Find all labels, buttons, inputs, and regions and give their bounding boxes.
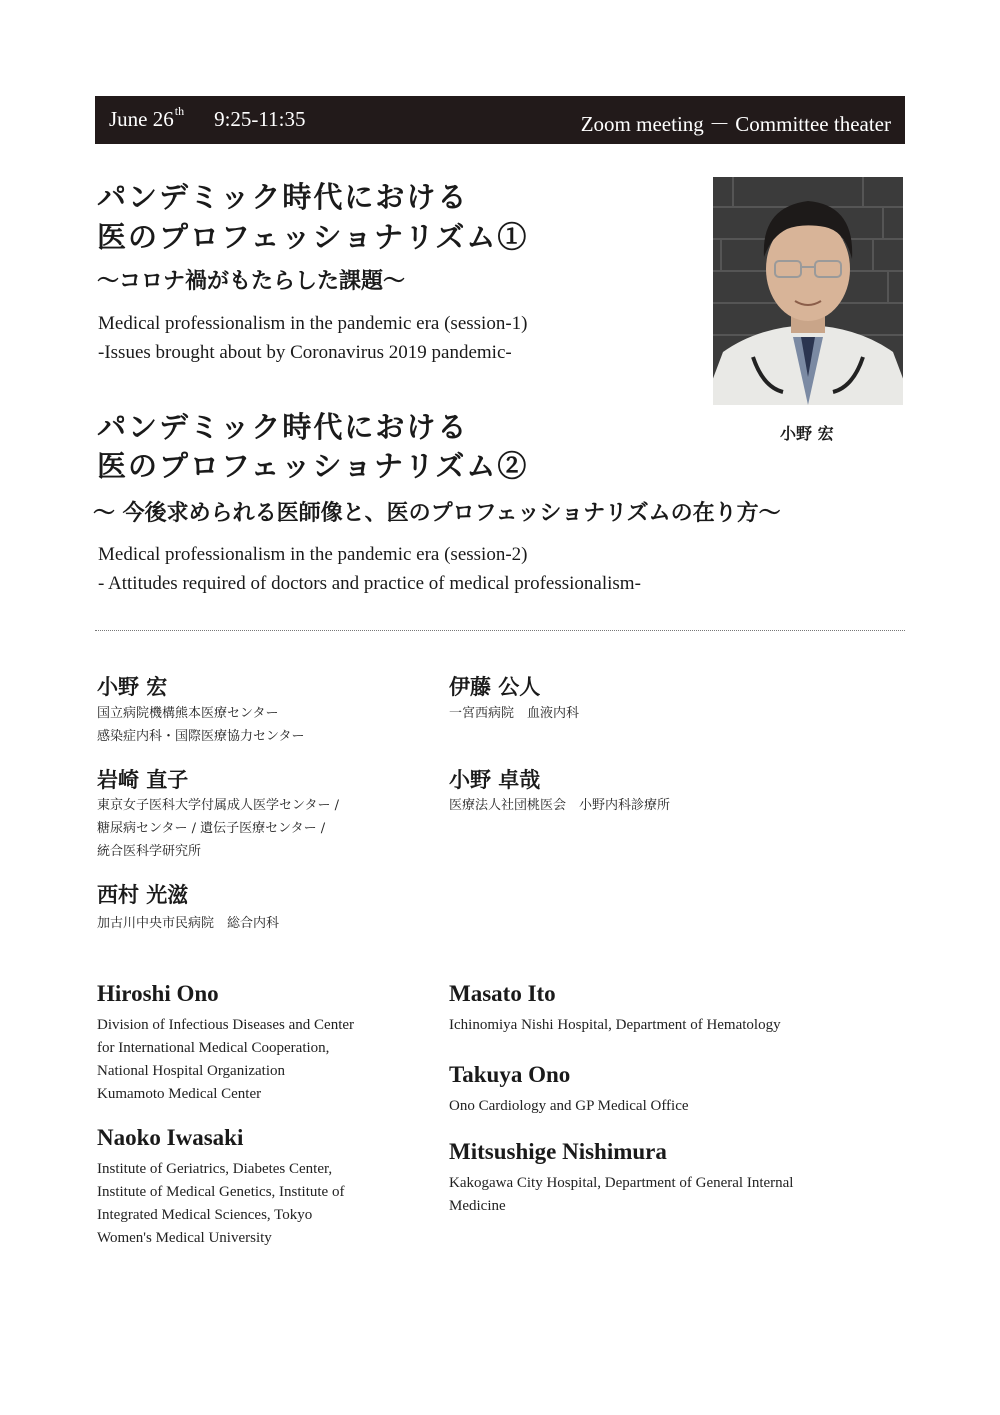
session1-english-title: [98, 309, 528, 367]
affiliation-line: 医療法人社団桃医会 小野内科診療所: [449, 798, 671, 813]
affiliation-line: Women's Medical University: [97, 1230, 272, 1246]
speaker-jp-affiliation: [97, 912, 279, 935]
affiliation-line: Kakogawa City Hospital, Department of General Internal: [449, 1175, 794, 1191]
session2-title-line2: 医のプロフェッショナリズム②: [97, 449, 529, 483]
speaker-jp-affiliation: [97, 794, 339, 863]
speaker-en-affiliation: [449, 1095, 689, 1118]
speaker-photo-caption: 小野 宏: [780, 424, 834, 443]
session1-title-line1: パンデミック時代における: [97, 180, 469, 214]
session2-title-line1: パンデミック時代における: [97, 410, 469, 444]
speaker-jp-name: 伊藤 公人: [449, 674, 541, 699]
session1-title-line2: 医のプロフェッショナリズム①: [97, 220, 529, 254]
affiliation-line: 一宮西病院 血液内科: [449, 706, 580, 721]
affiliation-line: 糖尿病センター / 遺伝子医療センター /: [97, 821, 326, 836]
affiliation-line: 統合医科学研究所: [97, 844, 202, 859]
speaker-jp-name: 小野 宏: [97, 674, 168, 699]
section-divider: [95, 630, 905, 631]
affiliation-line: National Hospital Organization: [97, 1063, 286, 1079]
session-datetime: [109, 104, 306, 132]
affiliation-line: 加古川中央市民病院 総合内科: [97, 916, 280, 931]
speaker-en-name: Mitsushige Nishimura: [449, 1139, 667, 1164]
speaker-en-affiliation: [97, 1014, 354, 1106]
affiliation-line: Medicine: [449, 1198, 506, 1214]
session1-en-line1: Medical professionalism in the pandemic era (session-1): [98, 313, 528, 334]
header-bar: [95, 96, 905, 144]
session-time: 9:25-11:35: [214, 107, 306, 131]
affiliation-line: 国立病院機構熊本医療センター: [97, 706, 279, 721]
speaker-en-name: Hiroshi Ono: [97, 981, 219, 1006]
affiliation-line: Institute of Geriatrics, Diabetes Center,: [97, 1161, 333, 1177]
session1-en-line2: -Issues brought about by Coronavirus 2019 pandemic-: [98, 342, 512, 363]
speaker-jp-affiliation: [449, 794, 670, 817]
speaker-jp-affiliation: [97, 702, 304, 748]
affiliation-line: Integrated Medical Sciences, Tokyo: [97, 1207, 313, 1223]
speaker-en-affiliation: [449, 1172, 793, 1218]
affiliation-line: 東京女子医科大学付属成人医学センター /: [97, 798, 339, 813]
affiliation-line: for International Medical Cooperation,: [97, 1040, 330, 1056]
speaker-jp-name: 岩崎 直子: [97, 767, 189, 792]
speaker-jp-name: 西村 光滋: [97, 882, 189, 907]
session-venue: Zoom meeting － Committee theater: [580, 112, 891, 136]
affiliation-line: Ono Cardiology and GP Medical Office: [449, 1098, 689, 1114]
session2-subtitle: 〜 今後求められる医師像と、医のプロフェッショナリズムの在り方〜: [93, 500, 781, 526]
speaker-en-affiliation: [449, 1014, 781, 1037]
speaker-photo-illustration: [713, 177, 903, 405]
session1-subtitle: 〜コロナ禍がもたらした課題〜: [97, 268, 406, 294]
speaker-en-name: Naoko Iwasaki: [97, 1125, 244, 1150]
session-date-suffix: th: [174, 104, 185, 118]
affiliation-line: 感染症内科・国際医療協力センター: [97, 729, 305, 744]
speaker-en-name: Takuya Ono: [449, 1062, 571, 1087]
affiliation-line: Division of Infectious Diseases and Center: [97, 1017, 355, 1033]
speaker-en-affiliation: [97, 1158, 344, 1250]
speaker-jp-affiliation: [449, 702, 579, 725]
affiliation-line: Kumamoto Medical Center: [97, 1086, 262, 1102]
speaker-en-name: Masato Ito: [449, 981, 556, 1006]
affiliation-line: Ichinomiya Nishi Hospital, Department of Hematology: [449, 1017, 781, 1033]
speaker-photo: [713, 177, 903, 405]
session2-english-title: [98, 540, 641, 598]
session2-en-line1: Medical professionalism in the pandemic era (session-2): [98, 544, 528, 565]
speaker-jp-name: 小野 卓哉: [449, 767, 541, 792]
session-date: June 26: [109, 107, 174, 131]
session2-en-line2: - Attitudes required of doctors and practice of medical professionalism-: [98, 573, 641, 594]
affiliation-line: Institute of Medical Genetics, Institute of: [97, 1184, 345, 1200]
